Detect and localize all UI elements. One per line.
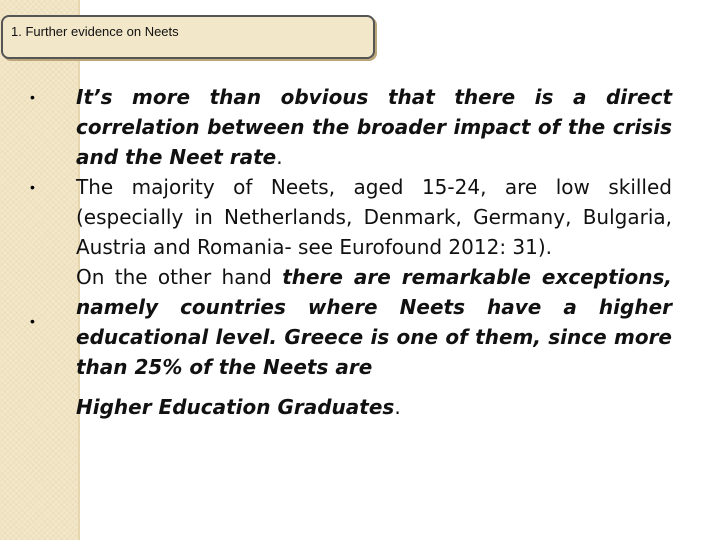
item-3-graduates: Higher Education Graduates <box>76 395 395 419</box>
bullet-item-low-skilled <box>76 172 672 262</box>
item-3-emphasis: there are remarkable exceptions, namely countries where Neets have a higher educational level. Greece is one of them, since more than 25% of the Neets are <box>76 265 672 379</box>
bullet-icon: • <box>30 89 35 105</box>
bullet-item-exceptions <box>76 262 672 422</box>
slide-title: 1. Further evidence on Neets <box>11 24 179 39</box>
item-1-emphasis: It’s more than obvious that there is a direct correlation between the broader impact of the crisis and the Neet rate <box>76 85 672 169</box>
item-2-text: The majority of Neets, aged 15-24, are low skilled (especially in Netherlands, Denmark, Germany, Bulgaria, Austria and Romania- see Eurofound 2012: 31). <box>76 175 672 259</box>
title-box <box>1 15 375 59</box>
bullet-list <box>76 82 672 422</box>
item-1-period: . <box>276 145 283 169</box>
bullet-icon: • <box>30 313 35 329</box>
item-3-period: . <box>394 395 401 419</box>
item-3-lead: On the other hand <box>76 265 283 289</box>
decorative-side-band <box>0 0 78 540</box>
bullet-item-correlation <box>76 82 672 172</box>
bullet-icon: • <box>30 179 35 195</box>
